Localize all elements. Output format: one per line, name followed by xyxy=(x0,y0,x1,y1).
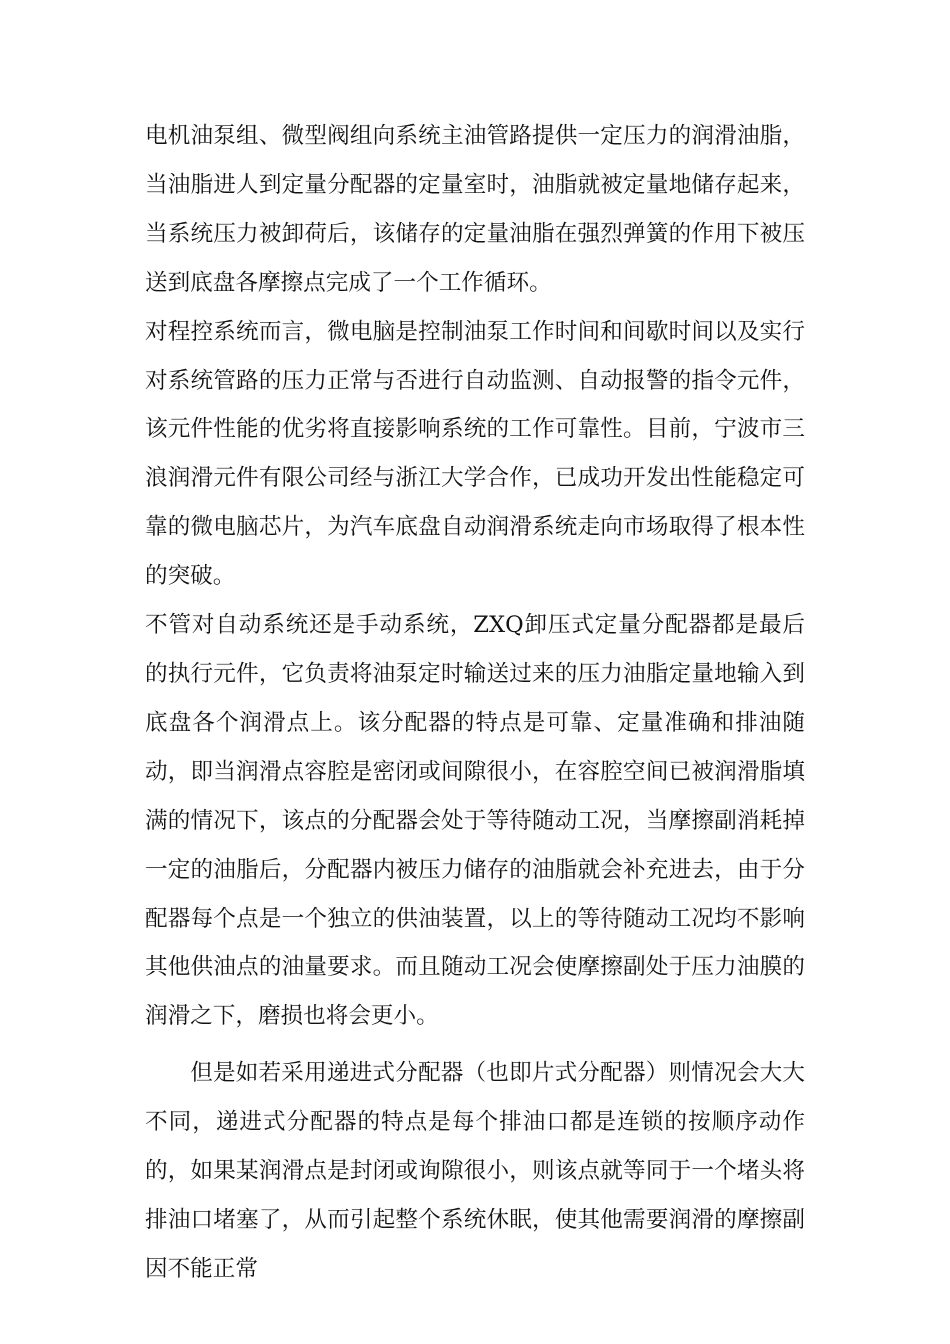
paragraph-2: 对程控系统而言，微电脑是控制油泵工作时间和间歇时间以及实行对系统管路的压力正常与否进行自动监测、自动报警的指令元件，该元件性能的优劣将直接影响系统的工作可靠性。目前，宁波市三浪润滑元件有限公司经与浙江大学合作，已成功开发出性能稳定可靠的微电脑芯片，为汽车底盘自动润滑系统走向市场取得了根本性的突破。 xyxy=(145,318,805,590)
paragraph-3: 不管对自动系统还是手动系统，ZXQ卸压式定量分配器都是最后的执行元件，它负责将油泵定时输送过来的压力油脂定量地输入到底盘各个润滑点上。该分配器的特点是可靠、定量准确和排油随动，即当润滑点容腔是密闭或间隙很小，在容腔空间已被润滑脂填满的情况下，该点的分配器会处于等待随动工况，当摩擦副消耗掉一定的油脂后，分配器内被压力储存的油脂就会补充进去，由于分配器每个点是一个独立的供油装置，以上的等待随动工况均不影响其他供油点的油量要求。而且随动工况会使摩擦副处于压力油膜的润滑之下，磨损也将会更小。 xyxy=(145,612,805,1030)
body-text xyxy=(145,112,805,1294)
paragraph-4: 但是如若采用递进式分配器（也即片式分配器）则情况会大大不同，递进式分配器的特点是每个排油口都是连锁的按顺序动作的，如果某润滑点是封闭或询隙很小，则该点就等同于一个堵头将排油口堵塞了，从而引起整个系统休眠，使其他需要润滑的摩擦副因不能正常 xyxy=(145,1060,805,1282)
paragraph-1: 电机油泵组、微型阀组向系统主油管路提供一定压力的润滑油脂，当油脂进人到定量分配器的定量室时，油脂就被定量地储存起来，当系统压力被卸荷后，该储存的定量油脂在强烈弹簧的作用下被压送到底盘各摩擦点完成了一个工作循环。 xyxy=(145,123,805,296)
